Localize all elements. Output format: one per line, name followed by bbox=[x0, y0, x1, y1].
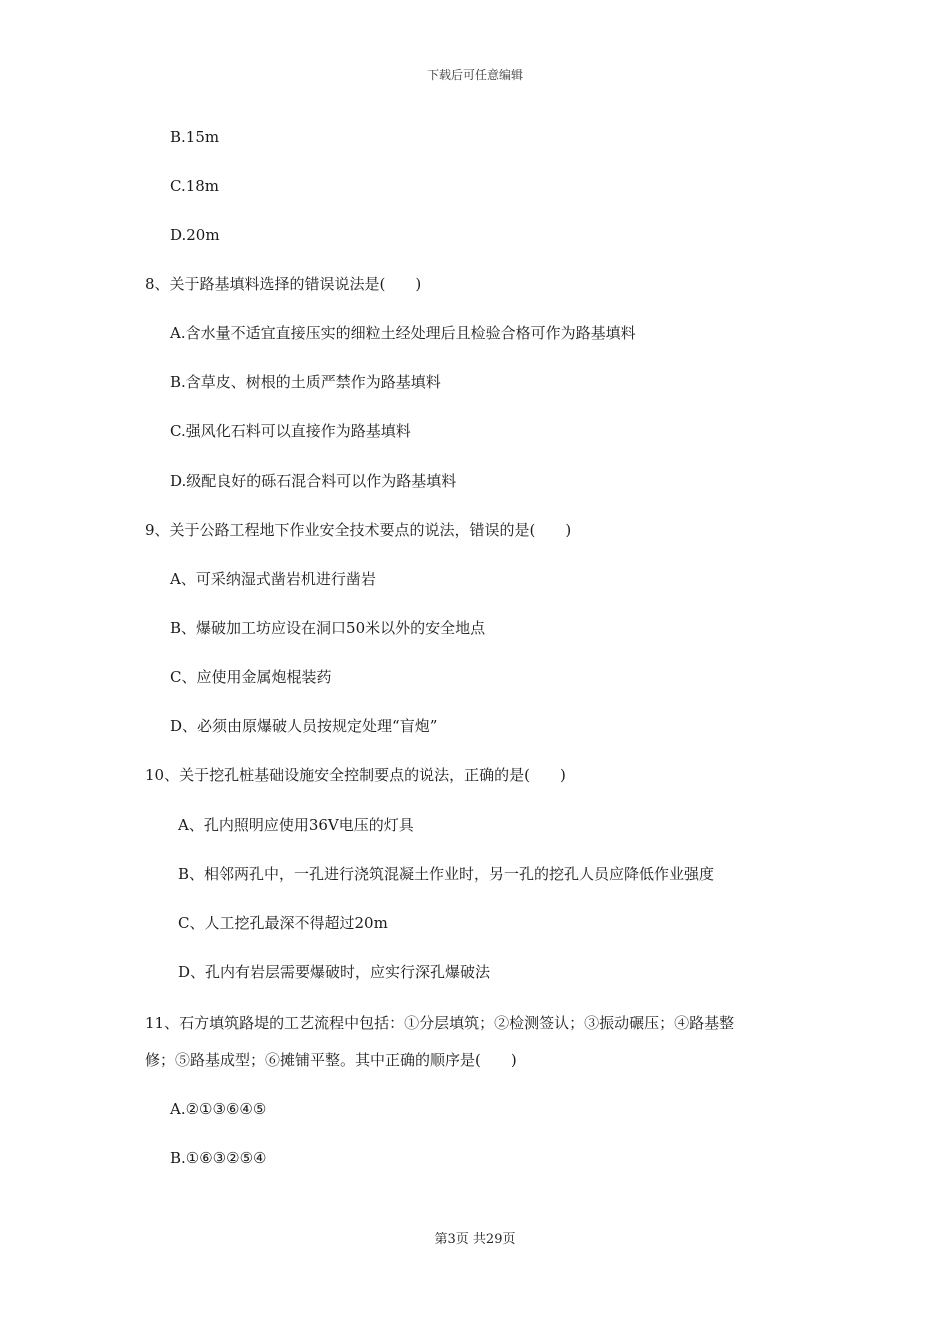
q11-option-a: A.②①③⑥④⑤ bbox=[170, 1100, 267, 1118]
q7-option-b: B.15m bbox=[170, 128, 220, 146]
page-footer-number: 第3页 共29页 bbox=[434, 1232, 516, 1247]
q10-option-a: A、孔内照明应使用36V电压的灯具 bbox=[178, 816, 414, 834]
q8-option-c: C.强风化石料可以直接作为路基填料 bbox=[170, 422, 411, 440]
q9-option-a: A、可采纳湿式凿岩机进行凿岩 bbox=[170, 570, 376, 588]
q8-option-a: A.含水量不适宜直接压实的细粒土经处理后且检验合格可作为路基填料 bbox=[170, 324, 636, 342]
q7-option-d: D.20m bbox=[170, 226, 220, 244]
q8-stem: 8、关于路基填料选择的错误说法是( ) bbox=[145, 275, 422, 293]
q7-option-c: C.18m bbox=[170, 177, 220, 195]
q10-option-c: C、人工挖孔最深不得超过20m bbox=[178, 914, 388, 932]
q9-option-c: C、应使用金属炮棍装药 bbox=[170, 668, 332, 686]
q9-option-b: B、爆破加工坊应设在洞口50米以外的安全地点 bbox=[170, 619, 486, 637]
q9-stem: 9、关于公路工程地下作业安全技术要点的说法，错误的是( ) bbox=[145, 521, 572, 539]
q8-option-b: B.含草皮、树根的土质严禁作为路基填料 bbox=[170, 373, 441, 391]
q10-stem: 10、关于挖孔桩基础设施安全控制要点的说法，正确的是( ) bbox=[145, 766, 566, 784]
q10-option-d: D、孔内有岩层需要爆破时，应实行深孔爆破法 bbox=[178, 963, 491, 981]
q11-option-b: B.①⑥③②⑤④ bbox=[170, 1149, 267, 1167]
q11-stem-line2: 修；⑤路基成型；⑥摊铺平整。其中正确的顺序是( ) bbox=[145, 1051, 517, 1069]
q10-option-b: B、相邻两孔中，一孔进行浇筑混凝土作业时，另一孔的挖孔人员应降低作业强度 bbox=[178, 865, 715, 883]
q8-option-d: D.级配良好的砾石混合料可以作为路基填料 bbox=[170, 472, 457, 490]
q9-option-d: D、必须由原爆破人员按规定处理“盲炮” bbox=[170, 717, 438, 735]
q11-stem-line1: 11、石方填筑路堤的工艺流程中包括：①分层填筑；②检测签认；③振动碾压；④路基整 bbox=[145, 1014, 735, 1032]
page-header-note: 下载后可任意编辑 bbox=[426, 68, 523, 82]
